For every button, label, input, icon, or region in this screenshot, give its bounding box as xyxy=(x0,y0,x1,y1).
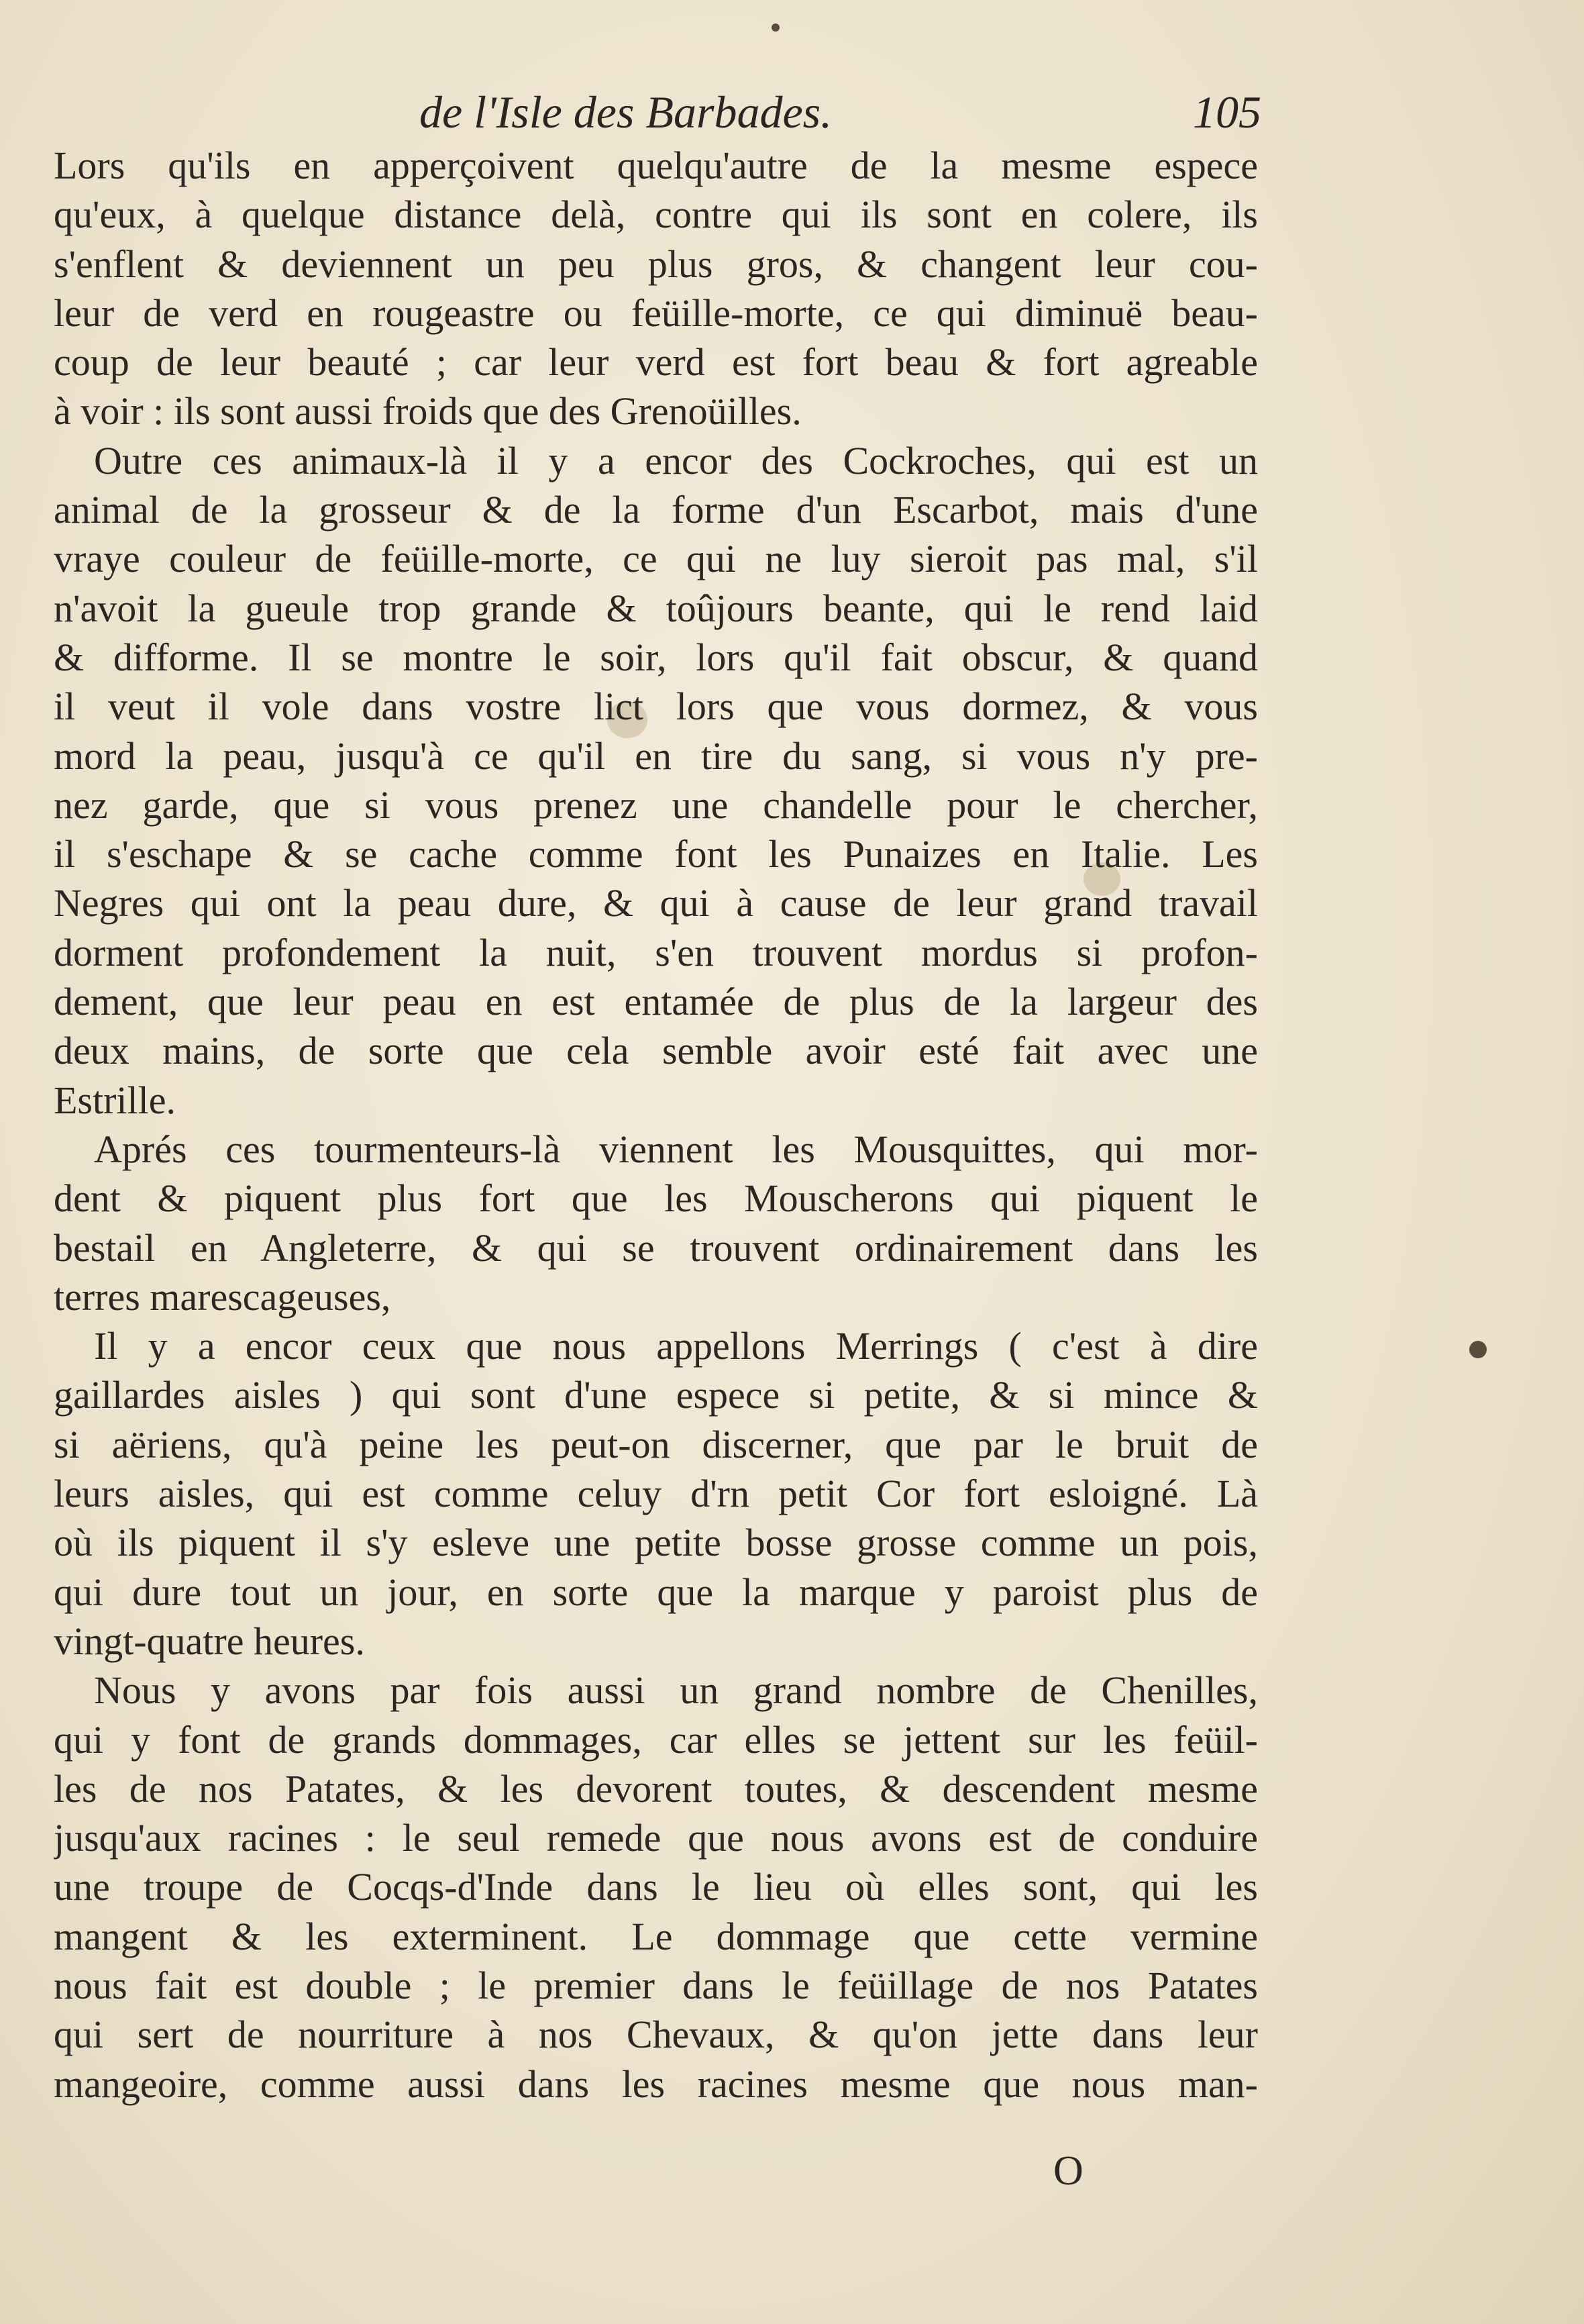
ink-spot xyxy=(1469,1341,1487,1358)
text-line: mangeoire, comme aussi dans les racines mesme que nous man- xyxy=(54,2062,1258,2106)
text-line: Nous y avons par fois aussi un grand nombre de Chenilles, xyxy=(94,1668,1258,1713)
text-line: Estrille. xyxy=(54,1078,176,1122)
text-line: deux mains, de sorte que cela semble avoir esté fait avec une xyxy=(54,1029,1258,1073)
text-line: nez garde, que si vous prenez une chandelle pour le chercher, xyxy=(54,782,1258,827)
text-line: jusqu'aux racines : le seul remede que nous avons est de conduire xyxy=(54,1816,1258,1860)
paragraph xyxy=(54,436,1258,1125)
text-line: gaillardes aisles ) qui sont d'une espece si petite, & si mince & xyxy=(54,1373,1258,1417)
text-line: qui y font de grands dommages, car elles se jettent sur les feüil- xyxy=(54,1717,1258,1762)
text-line: il s'eschape & se cache comme font les Punaizes en Italie. Les xyxy=(54,832,1258,876)
text-line: bestail en Angleterre, & qui se trouvent ordinairement dans les xyxy=(54,1225,1258,1270)
text-line: qu'eux, à quelque distance delà, contre qui ils sont en colere, ils xyxy=(54,193,1258,237)
text-line: où ils piquent il s'y esleve une petite bosse grosse comme un pois, xyxy=(54,1521,1258,1565)
text-line: terres marescageuses, xyxy=(54,1274,391,1319)
text-line: dement, que leur peau en est entamée de plus de la largeur des xyxy=(54,980,1258,1024)
text-line: il veut il vole dans vostre lict lors que vous dormez, & vous xyxy=(54,685,1258,729)
text-line: une troupe de Cocqs-d'Inde dans le lieu où elles sont, qui les xyxy=(54,1865,1258,1909)
text-line: & difforme. Il se montre le soir, lors qu'il fait obscur, & quand xyxy=(54,635,1258,679)
text-line: leur de verd en rougeastre ou feüille-morte, ce qui diminuë beau- xyxy=(54,291,1258,335)
body-text xyxy=(54,141,1258,2109)
text-line: coup de leur beauté ; car leur verd est fort beau & fort agreable xyxy=(54,340,1258,385)
text-line: animal de la grosseur & de la forme d'un Escarbot, mais d'une xyxy=(54,488,1258,532)
text-line: mangent & les exterminent. Le dommage que cette vermine xyxy=(54,1914,1258,1958)
text-line: les de nos Patates, & les devorent toutes, & descendent mesme xyxy=(54,1766,1258,1811)
text-line: qui dure tout un jour, en sorte que la marque y paroist plus de xyxy=(54,1570,1258,1614)
text-line: Aprés ces tourmenteurs-là viennent les Mousquittes, qui mor- xyxy=(94,1127,1258,1171)
paragraph xyxy=(54,1125,1258,1321)
page-number: 105 xyxy=(1193,87,1261,138)
running-title: de l'Isle des Barbades. xyxy=(419,87,833,138)
ink-spot xyxy=(772,23,780,32)
text-line: à voir : ils sont aussi froids que des Grenoüilles. xyxy=(54,389,802,434)
text-line: dent & piquent plus fort que les Mouscherons qui piquent le xyxy=(54,1176,1258,1221)
text-line: mord la peau, jusqu'à ce qu'il en tire du sang, si vous n'y pre- xyxy=(54,734,1258,778)
paragraph xyxy=(54,141,1258,436)
text-line: qui sert de nourriture à nos Chevaux, & qu'on jette dans leur xyxy=(54,2013,1258,2057)
signature-mark: O xyxy=(1053,2148,1084,2194)
text-line: vraye couleur de feüille-morte, ce qui ne luy sieroit pas mal, s'il xyxy=(54,537,1258,581)
text-line: s'enflent & deviennent un peu plus gros, & changent leur cou- xyxy=(54,242,1258,286)
text-line: n'avoit la gueule trop grande & toûjours beante, qui le rend laid xyxy=(54,586,1258,630)
paragraph xyxy=(54,1666,1258,2109)
text-line: Outre ces animaux-là il y a encor des Cockroches, qui est un xyxy=(94,438,1258,483)
text-line: vingt-quatre heures. xyxy=(54,1619,365,1663)
text-line: Lors qu'ils en apperçoivent quelqu'autre de la mesme espece xyxy=(54,144,1258,187)
text-line: nous fait est double ; le premier dans le feüillage de nos Patates xyxy=(54,1963,1258,2007)
text-line: dorment profondement la nuit, s'en trouvent mordus si profon- xyxy=(54,930,1258,974)
text-line: Il y a encor ceux que nous appellons Merrings ( c'est à dire xyxy=(94,1324,1258,1368)
text-line: Negres qui ont la peau dure, & qui à cause de leur grand travail xyxy=(54,881,1258,925)
text-line: si aëriens, qu'à peine les peut-on discerner, que par le bruit de xyxy=(54,1422,1258,1466)
text-line: leurs aisles, qui est comme celuy d'rn petit Cor fort esloigné. Là xyxy=(54,1472,1258,1516)
paragraph xyxy=(54,1321,1258,1666)
page-header xyxy=(403,75,1261,149)
